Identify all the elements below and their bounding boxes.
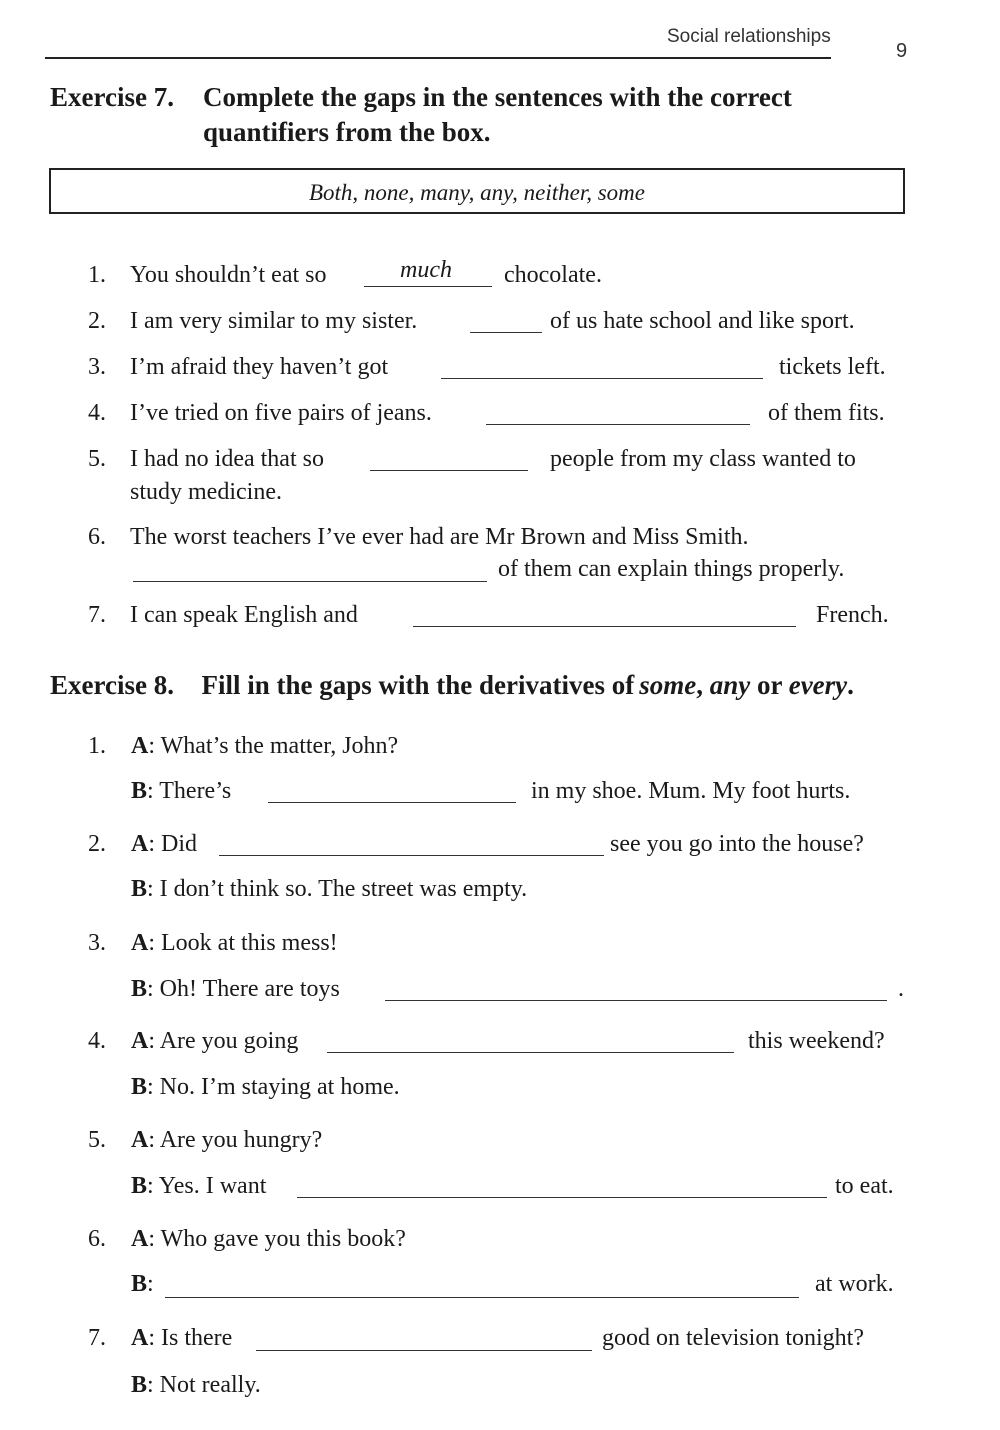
speaker-b: B [131,1372,148,1398]
speaker-a: A [131,1028,149,1054]
page-number: 9 [896,40,908,62]
sentence-text: The worst teachers I’ve ever had are Mr Brown and Miss Smith. [130,524,749,550]
item-number: 2. [88,308,106,334]
word-box [49,168,905,214]
exercise-7-label: Exercise 7. [50,82,174,112]
sentence-text: I am very similar to my sister. [130,308,418,334]
item-number: 3. [88,930,106,956]
item-number: 4. [88,400,106,426]
speaker-b: B [131,1074,148,1100]
item-number: 5. [88,1127,106,1153]
answer-blank[interactable] [470,332,542,333]
sentence-text-end: tickets left. [779,354,886,380]
sentence-text-end: of them fits. [768,400,885,426]
speaker-a: A [131,1325,149,1351]
sentence-text: I’m afraid they haven’t got [130,354,389,380]
header-rule [45,57,831,59]
exercise-8-title [50,670,854,701]
answer-blank[interactable] [133,581,487,582]
item-number: 1. [88,733,106,759]
line-b-text: : I don’t think so. The street was empty. [147,876,528,902]
sentence-continuation: study medicine. [130,479,282,505]
answer-blank[interactable] [268,802,516,803]
speaker-b: B [131,1271,148,1297]
word-every: every [788,670,848,700]
item-number: 5. [88,446,106,472]
exercise-8-label: Exercise 8. [50,670,174,700]
exercise-8-instruction: Fill in the gaps with the derivatives of [201,670,635,700]
section-title: Social relationships [667,26,831,47]
line-a-text: : What’s the matter, John? [148,733,399,759]
line-b-text: : No. I’m staying at home. [147,1074,400,1100]
line-b-end: to eat. [835,1173,894,1199]
sentence-text-end: of us hate school and like sport. [550,308,855,334]
sentence-text-end: chocolate. [504,262,602,288]
line-b-text: : There’s [147,778,232,804]
answer-blank[interactable] [370,470,528,471]
sentence-text-end: of them can explain things properly. [498,556,845,582]
speaker-a: A [131,1226,149,1252]
exercise-7-instruction-line2: quantifiers from the box. [203,117,491,147]
word-any: any [709,670,751,700]
answer-blank[interactable] [413,626,796,627]
period: . [847,670,854,700]
item-number: 4. [88,1028,106,1054]
line-b-text: : Not really. [147,1372,261,1398]
sentence-text: I’ve tried on five pairs of jeans. [130,400,432,426]
line-a-end: this weekend? [748,1028,885,1054]
comma: , [696,670,703,700]
line-a-end: good on television tonight? [602,1325,864,1351]
speaker-b: B [131,1173,148,1199]
word-box-text: Both, none, many, any, neither, some [308,180,645,205]
answer-blank[interactable] [297,1197,827,1198]
speaker-a: A [131,1127,149,1153]
word-or: or [756,670,782,700]
item-number: 6. [88,524,106,550]
line-a-text: : Did [148,831,198,857]
answer-blank[interactable] [385,1000,887,1001]
answer-blank[interactable] [364,286,492,287]
item-number: 1. [88,262,106,288]
sentence-text: I had no idea that so [130,446,324,472]
answer-blank[interactable] [441,378,763,379]
word-some: some [639,670,697,700]
line-b-end: in my shoe. Mum. My foot hurts. [531,778,851,804]
item-number: 3. [88,354,106,380]
item-number: 2. [88,831,106,857]
sentence-text-end: French. [816,602,889,628]
item-number: 7. [88,1325,106,1351]
line-b-text: : Oh! There are toys [147,976,340,1002]
answer-blank[interactable] [327,1052,734,1053]
item-number: 6. [88,1226,106,1252]
line-b-end: at work. [815,1271,894,1297]
example-answer: much [400,257,452,283]
speaker-b: B [131,876,148,902]
line-b-end: . [898,976,904,1002]
line-a-text: : Are you going [148,1028,299,1054]
line-a-text: : Are you hungry? [148,1127,323,1153]
line-a-text: : Look at this mess! [148,930,338,956]
speaker-a: A [131,930,149,956]
speaker-b: B [131,976,148,1002]
line-a-text: : Who gave you this book? [148,1226,406,1252]
line-a-text: : Is there [148,1325,233,1351]
answer-blank[interactable] [486,424,750,425]
sentence-text: You shouldn’t eat so [130,262,327,288]
line-b-text: : Yes. I want [147,1173,267,1199]
sentence-text: I can speak English and [130,602,358,628]
sentence-text-end: people from my class wanted to [550,446,856,472]
line-a-end: see you go into the house? [610,831,864,857]
line-b-text: : [147,1271,154,1297]
item-number: 7. [88,602,106,628]
exercise-7-instruction-line1: Complete the gaps in the sentences with the correct [203,82,792,112]
answer-blank[interactable] [256,1350,592,1351]
speaker-a: A [131,733,149,759]
speaker-a: A [131,831,149,857]
answer-blank[interactable] [165,1297,799,1298]
speaker-b: B [131,778,148,804]
answer-blank[interactable] [219,855,604,856]
